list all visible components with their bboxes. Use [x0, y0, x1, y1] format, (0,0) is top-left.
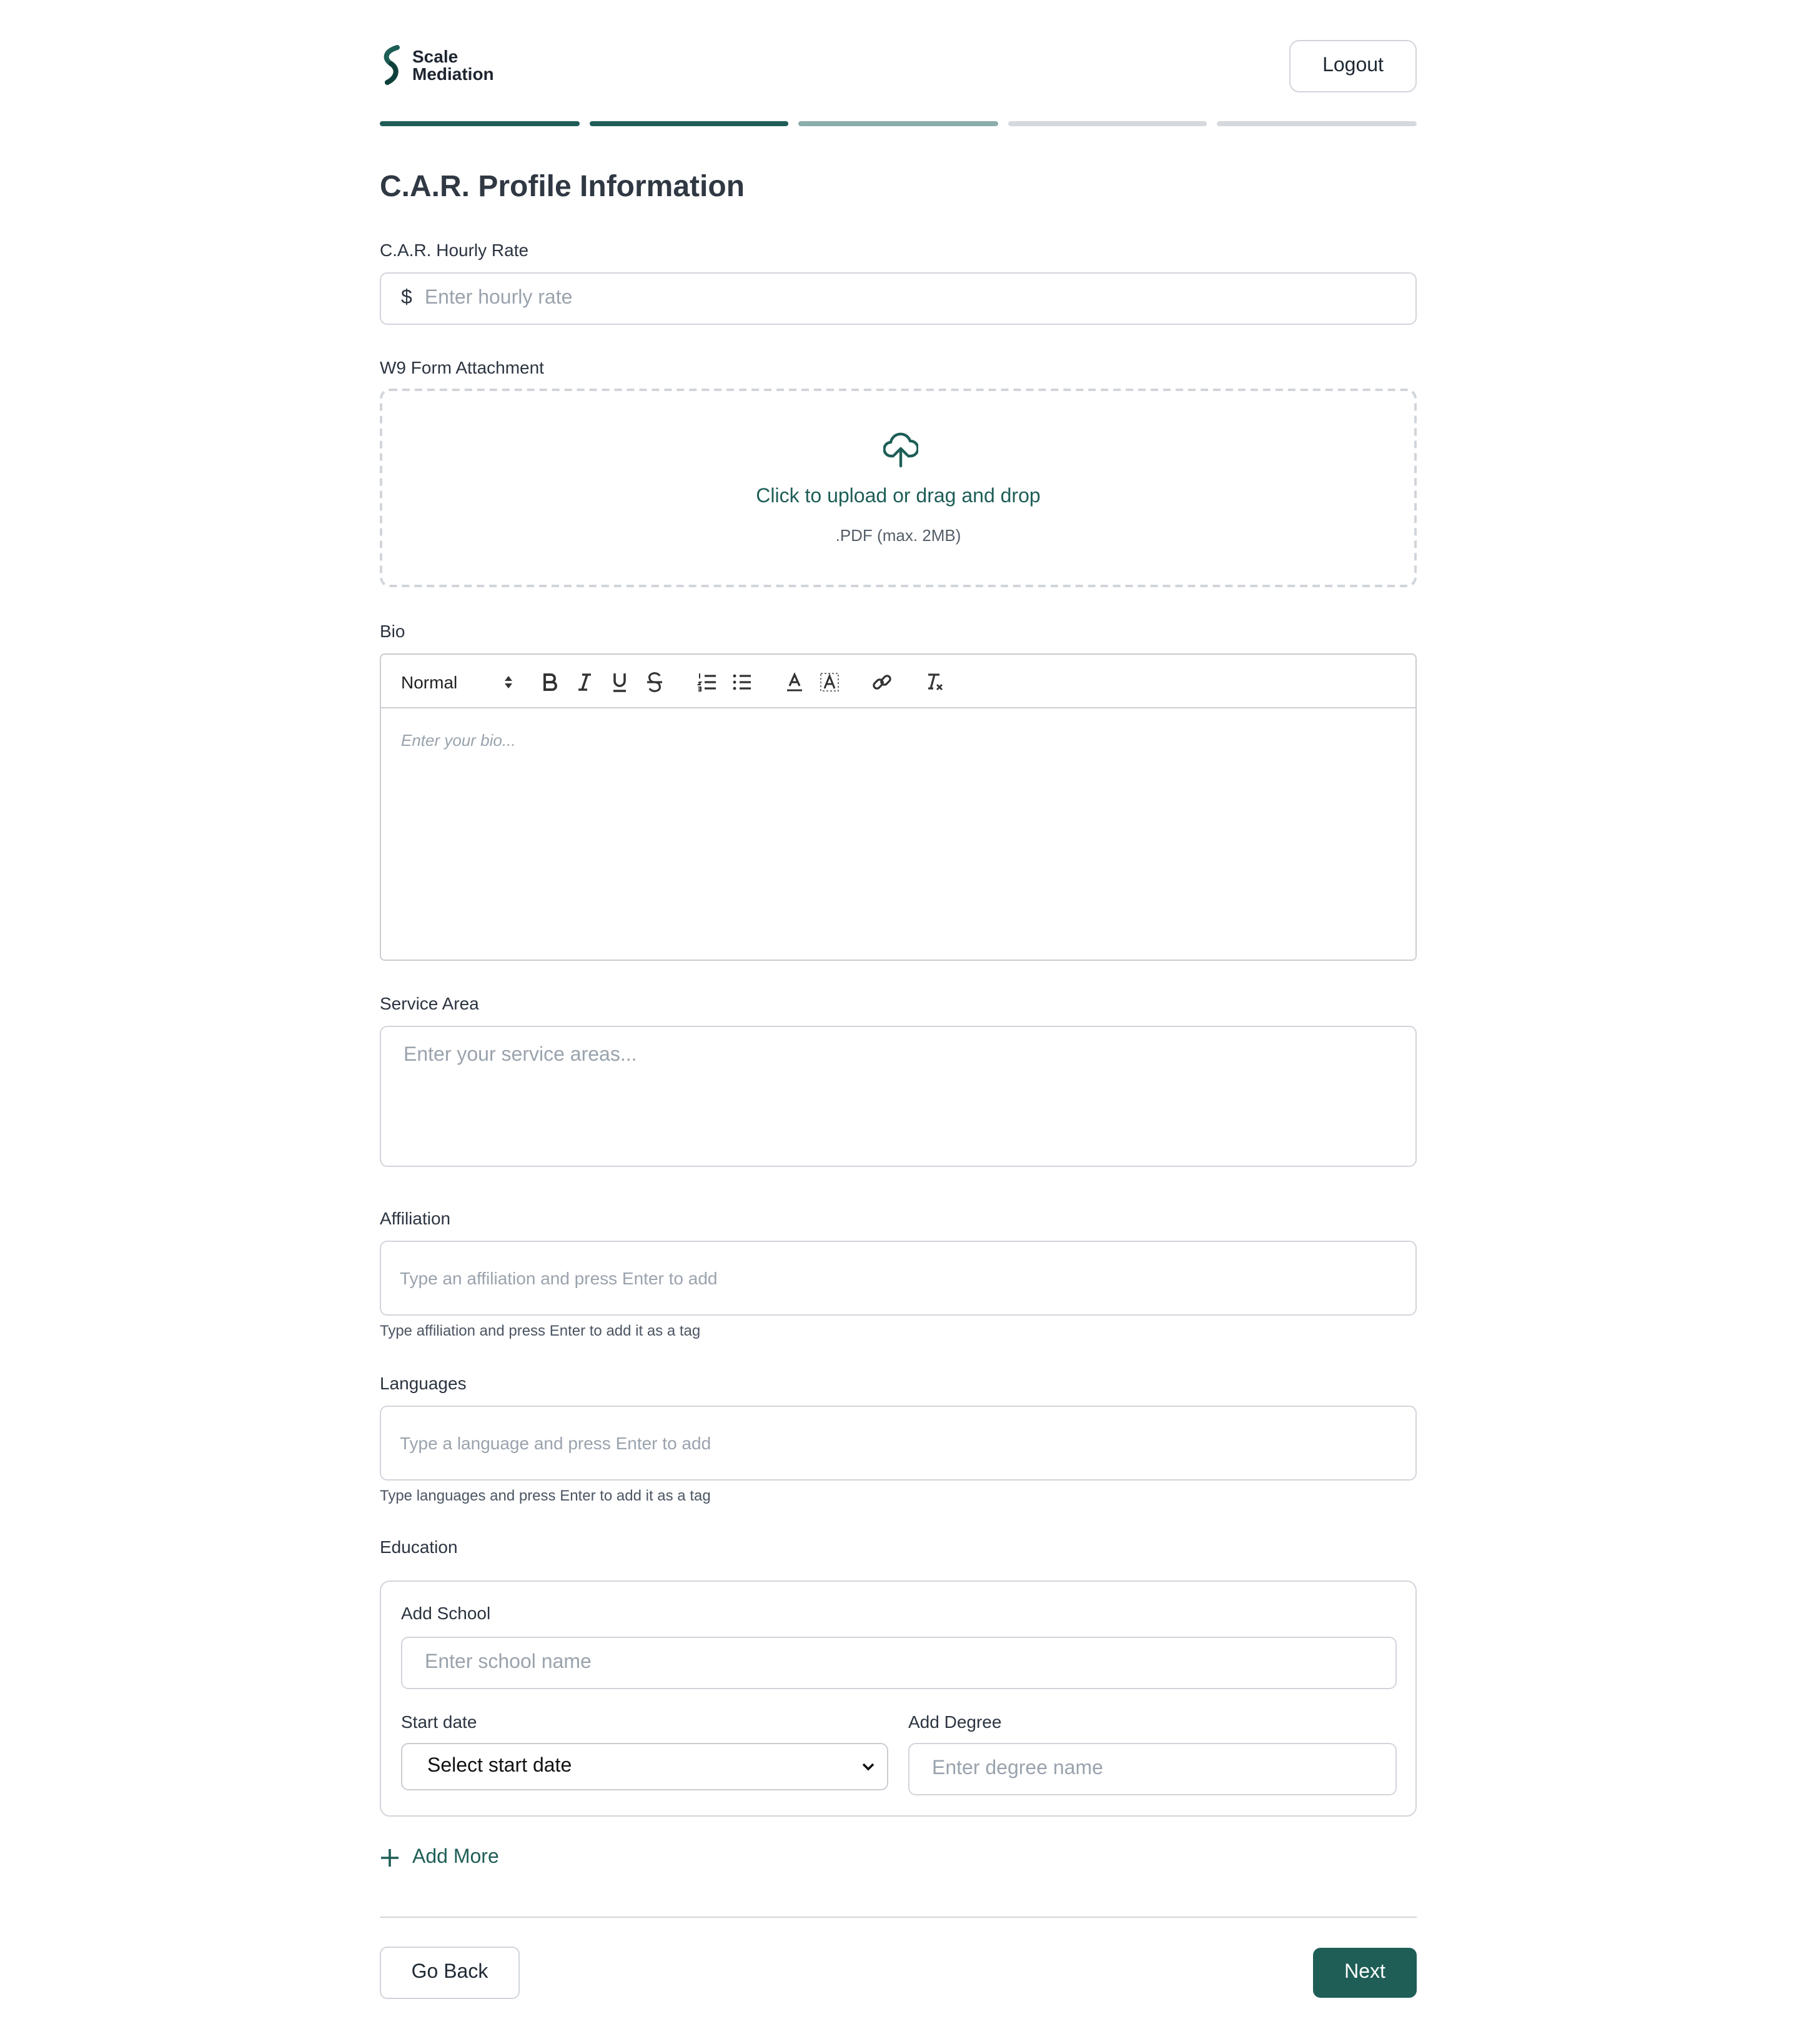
school-label: Add School	[401, 1603, 491, 1623]
w9-upload-dropzone[interactable]	[380, 389, 1417, 587]
languages-field	[380, 1406, 1417, 1481]
cloud-upload-icon	[883, 431, 918, 469]
languages-helper-text: Type languages and press Enter to add it as a tag	[380, 1487, 711, 1504]
progress-step-5	[1217, 121, 1417, 126]
sort-arrows-icon	[503, 675, 513, 690]
service-area-field	[380, 1026, 1417, 1167]
next-button[interactable]: Next	[1313, 1948, 1417, 1998]
upload-instruction: Click to upload or drag and drop	[756, 486, 1041, 507]
bio-editor-placeholder[interactable]: Enter your bio...	[401, 731, 516, 750]
add-more-button[interactable]	[380, 1847, 499, 1869]
progress-step-4	[1008, 121, 1207, 126]
progress-step-3	[798, 121, 998, 126]
education-label: Education	[380, 1537, 458, 1557]
bold-icon[interactable]	[536, 668, 563, 696]
affiliation-field	[380, 1241, 1417, 1316]
brand-name	[412, 47, 494, 82]
school-name-input[interactable]	[422, 1650, 1395, 1675]
link-icon[interactable]	[868, 668, 896, 696]
upload-file-hint: .PDF (max. 2MB)	[835, 526, 961, 545]
logo-mark-icon	[380, 45, 405, 85]
currency-symbol: $	[401, 287, 412, 309]
brand-name-line1: Scale	[412, 46, 458, 66]
degree-name-input[interactable]	[929, 1757, 1395, 1782]
bio-rich-text-editor	[380, 653, 1417, 961]
ordered-list-icon[interactable]	[693, 668, 721, 696]
plus-icon	[380, 1848, 400, 1868]
degree-field	[908, 1743, 1397, 1795]
service-area-label: Service Area	[380, 993, 479, 1013]
format-dropdown-value: Normal	[401, 672, 458, 692]
add-more-label: Add More	[412, 1847, 499, 1868]
page-title: C.A.R. Profile Information	[380, 170, 745, 204]
step-progress	[380, 121, 1417, 126]
service-area-textarea[interactable]	[401, 1042, 1395, 1152]
text-color-icon[interactable]	[781, 668, 808, 696]
start-date-value: Select start date	[427, 1755, 572, 1777]
affiliation-helper-text: Type affiliation and press Enter to add it as a tag	[380, 1322, 701, 1339]
progress-step-1	[380, 121, 579, 126]
bullet-list-icon[interactable]	[728, 668, 756, 696]
logout-button[interactable]: Logout	[1289, 40, 1417, 92]
progress-step-2	[589, 121, 788, 126]
languages-label: Languages	[380, 1373, 467, 1393]
brand-logo	[380, 45, 494, 85]
strikethrough-icon[interactable]	[641, 668, 668, 696]
hourly-rate-input[interactable]	[422, 274, 1415, 324]
languages-tag-input[interactable]	[397, 1432, 1415, 1454]
highlight-icon[interactable]	[816, 668, 843, 696]
editor-toolbar	[381, 655, 1415, 708]
affiliation-tag-input[interactable]	[397, 1267, 1415, 1289]
school-field	[401, 1637, 1397, 1689]
start-date-label: Start date	[401, 1712, 477, 1732]
w9-label: W9 Form Attachment	[380, 357, 544, 377]
italic-icon[interactable]	[571, 668, 598, 696]
affiliation-label: Affiliation	[380, 1208, 451, 1228]
clear-format-icon[interactable]	[921, 668, 948, 696]
hourly-rate-label: C.A.R. Hourly Rate	[380, 240, 529, 260]
start-date-select[interactable]	[401, 1743, 888, 1790]
go-back-button[interactable]: Go Back	[380, 1947, 520, 1999]
format-dropdown[interactable]	[401, 670, 513, 695]
chevron-down-icon	[862, 1762, 875, 1771]
footer-divider	[380, 1917, 1417, 1918]
degree-label: Add Degree	[908, 1712, 1002, 1732]
education-entry-card	[380, 1580, 1417, 1817]
brand-name-line2: Mediation	[412, 64, 494, 84]
underline-icon[interactable]	[606, 668, 633, 696]
hourly-rate-field	[380, 272, 1417, 325]
bio-label: Bio	[380, 621, 405, 641]
